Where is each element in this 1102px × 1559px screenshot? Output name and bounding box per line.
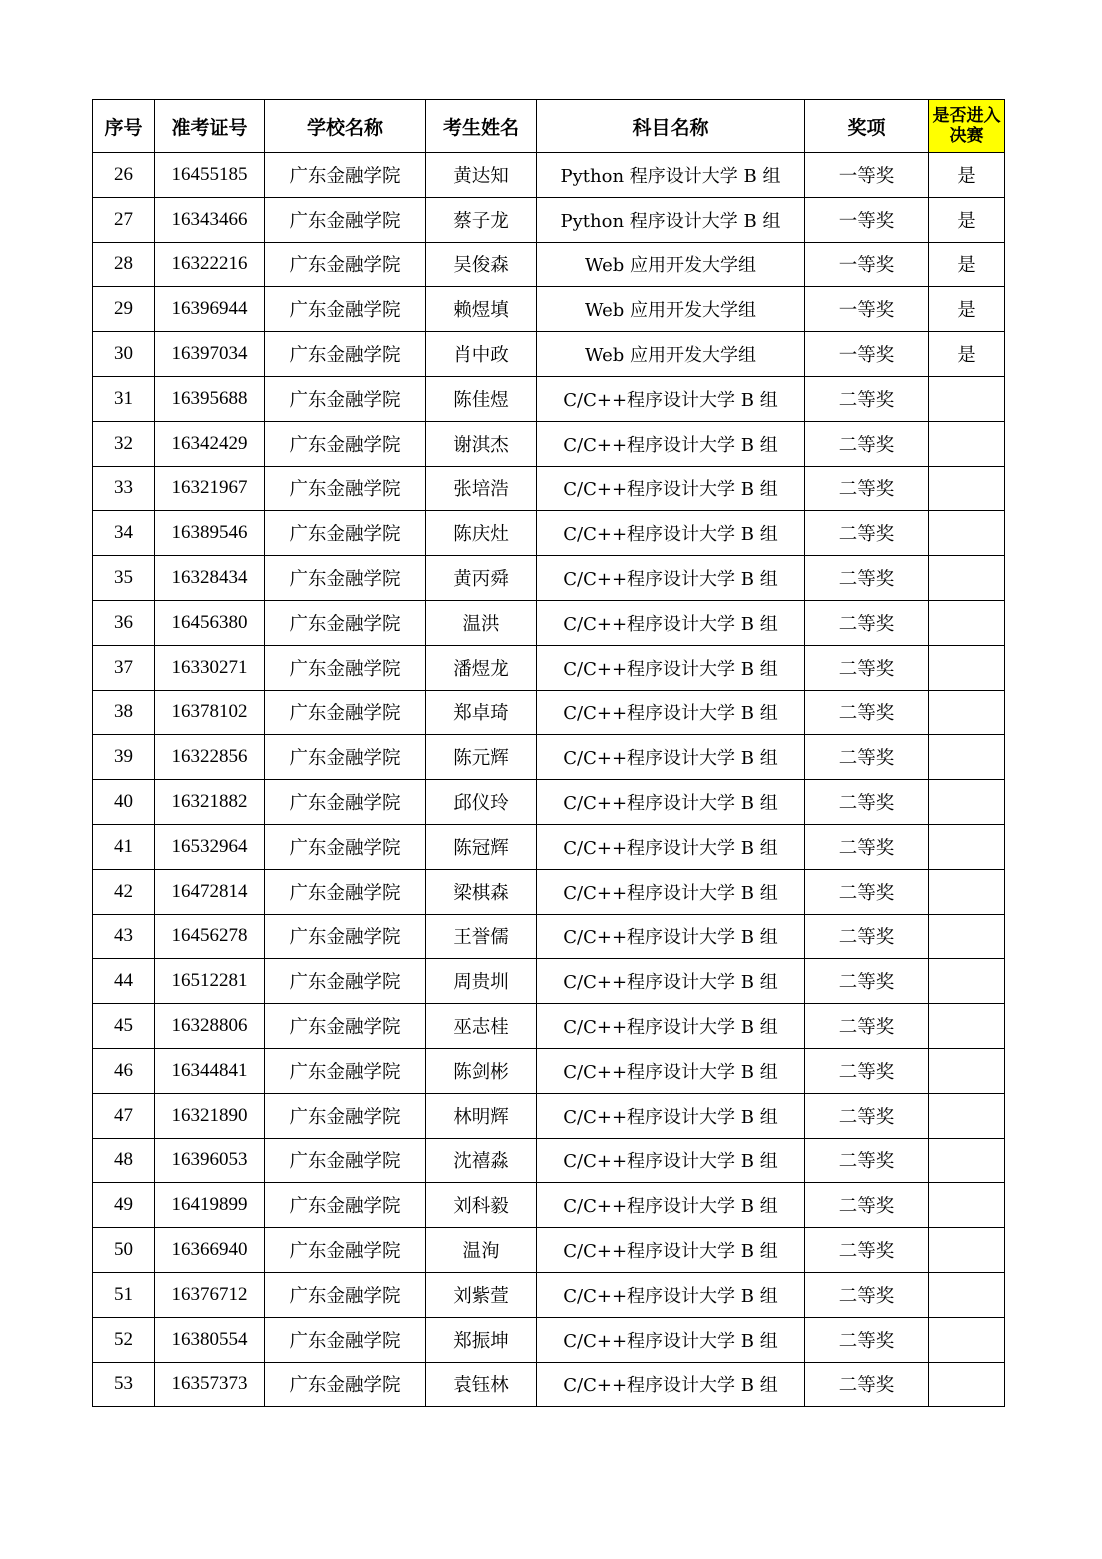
cell-seq: 43 [93, 914, 155, 959]
cell-award: 二等奖 [805, 690, 929, 735]
cell-seq: 31 [93, 376, 155, 421]
cell-award: 二等奖 [805, 1272, 929, 1317]
cell-finals [929, 824, 1005, 869]
cell-seq: 42 [93, 869, 155, 914]
cell-finals [929, 869, 1005, 914]
cell-name: 梁棋森 [426, 869, 537, 914]
cell-finals [929, 959, 1005, 1004]
cell-school: 广东金融学院 [265, 376, 426, 421]
cell-subject: C/C++程序设计大学 B 组 [537, 1228, 805, 1273]
cell-exam-id: 16455185 [155, 153, 265, 198]
cell-name: 郑振坤 [426, 1317, 537, 1362]
cell-school: 广东金融学院 [265, 824, 426, 869]
cell-finals [929, 421, 1005, 466]
cell-school: 广东金融学院 [265, 869, 426, 914]
cell-name: 陈元辉 [426, 735, 537, 780]
cell-name: 赖煜填 [426, 287, 537, 332]
cell-finals [929, 1093, 1005, 1138]
cell-seq: 48 [93, 1138, 155, 1183]
cell-school: 广东金融学院 [265, 1183, 426, 1228]
cell-name: 沈禧淼 [426, 1138, 537, 1183]
table-row [93, 1183, 1005, 1228]
cell-award: 二等奖 [805, 1004, 929, 1049]
table-row [93, 287, 1005, 332]
cell-school: 广东金融学院 [265, 466, 426, 511]
cell-subject: Python 程序设计大学 B 组 [537, 197, 805, 242]
cell-seq: 35 [93, 556, 155, 601]
cell-exam-id: 16343466 [155, 197, 265, 242]
table-row [93, 153, 1005, 198]
cell-finals [929, 600, 1005, 645]
cell-award: 二等奖 [805, 869, 929, 914]
cell-school: 广东金融学院 [265, 1317, 426, 1362]
cell-award: 二等奖 [805, 914, 929, 959]
table-row [93, 197, 1005, 242]
cell-seq: 33 [93, 466, 155, 511]
table-row [93, 1317, 1005, 1362]
award-table [92, 99, 1005, 1407]
cell-seq: 44 [93, 959, 155, 1004]
header-seq: 序号 [93, 100, 155, 153]
cell-award: 二等奖 [805, 1048, 929, 1093]
cell-award: 二等奖 [805, 645, 929, 690]
cell-subject: C/C++程序设计大学 B 组 [537, 959, 805, 1004]
cell-finals [929, 1004, 1005, 1049]
cell-school: 广东金融学院 [265, 287, 426, 332]
table-row [93, 1004, 1005, 1049]
cell-seq: 37 [93, 645, 155, 690]
cell-seq: 38 [93, 690, 155, 735]
cell-seq: 51 [93, 1272, 155, 1317]
cell-name: 张培浩 [426, 466, 537, 511]
cell-school: 广东金融学院 [265, 1228, 426, 1273]
cell-award: 二等奖 [805, 511, 929, 556]
cell-school: 广东金融学院 [265, 690, 426, 735]
cell-subject: C/C++程序设计大学 B 组 [537, 1362, 805, 1407]
cell-exam-id: 16472814 [155, 869, 265, 914]
cell-subject: C/C++程序设计大学 B 组 [537, 1317, 805, 1362]
cell-seq: 41 [93, 824, 155, 869]
cell-award: 二等奖 [805, 1362, 929, 1407]
cell-subject: C/C++程序设计大学 B 组 [537, 466, 805, 511]
cell-name: 吴俊森 [426, 242, 537, 287]
cell-name: 郑卓琦 [426, 690, 537, 735]
cell-name: 黄丙舜 [426, 556, 537, 601]
cell-seq: 45 [93, 1004, 155, 1049]
cell-finals [929, 1183, 1005, 1228]
table-header [93, 100, 1005, 153]
cell-award: 一等奖 [805, 153, 929, 198]
cell-subject: Python 程序设计大学 B 组 [537, 153, 805, 198]
cell-award: 二等奖 [805, 556, 929, 601]
cell-finals [929, 780, 1005, 825]
cell-award: 一等奖 [805, 287, 929, 332]
table-row [93, 1362, 1005, 1407]
table-row [93, 1228, 1005, 1273]
cell-seq: 46 [93, 1048, 155, 1093]
cell-seq: 26 [93, 153, 155, 198]
cell-subject: C/C++程序设计大学 B 组 [537, 1183, 805, 1228]
cell-name: 林明辉 [426, 1093, 537, 1138]
cell-seq: 32 [93, 421, 155, 466]
cell-seq: 28 [93, 242, 155, 287]
table-row [93, 556, 1005, 601]
cell-finals [929, 1272, 1005, 1317]
cell-school: 广东金融学院 [265, 645, 426, 690]
cell-school: 广东金融学院 [265, 1272, 426, 1317]
cell-seq: 47 [93, 1093, 155, 1138]
cell-school: 广东金融学院 [265, 914, 426, 959]
cell-exam-id: 16376712 [155, 1272, 265, 1317]
table-row [93, 511, 1005, 556]
cell-finals [929, 1138, 1005, 1183]
cell-subject: C/C++程序设计大学 B 组 [537, 1138, 805, 1183]
cell-school: 广东金融学院 [265, 1362, 426, 1407]
cell-school: 广东金融学院 [265, 959, 426, 1004]
cell-award: 二等奖 [805, 1138, 929, 1183]
cell-award: 一等奖 [805, 197, 929, 242]
cell-exam-id: 16456380 [155, 600, 265, 645]
cell-exam-id: 16342429 [155, 421, 265, 466]
cell-finals: 是 [929, 332, 1005, 377]
cell-award: 二等奖 [805, 780, 929, 825]
cell-school: 广东金融学院 [265, 153, 426, 198]
cell-finals [929, 1317, 1005, 1362]
table-body [93, 153, 1005, 1407]
cell-finals [929, 376, 1005, 421]
cell-finals [929, 690, 1005, 735]
cell-exam-id: 16395688 [155, 376, 265, 421]
cell-seq: 52 [93, 1317, 155, 1362]
cell-subject: C/C++程序设计大学 B 组 [537, 1093, 805, 1138]
cell-exam-id: 16330271 [155, 645, 265, 690]
cell-subject: C/C++程序设计大学 B 组 [537, 600, 805, 645]
table-row [93, 1272, 1005, 1317]
cell-school: 广东金融学院 [265, 511, 426, 556]
cell-award: 二等奖 [805, 1228, 929, 1273]
header-subject: 科目名称 [537, 100, 805, 153]
cell-finals [929, 556, 1005, 601]
cell-subject: Web 应用开发大学组 [537, 287, 805, 332]
cell-exam-id: 16321890 [155, 1093, 265, 1138]
cell-finals: 是 [929, 287, 1005, 332]
cell-subject: C/C++程序设计大学 B 组 [537, 645, 805, 690]
cell-exam-id: 16532964 [155, 824, 265, 869]
cell-name: 温洪 [426, 600, 537, 645]
cell-award: 二等奖 [805, 600, 929, 645]
cell-name: 肖中政 [426, 332, 537, 377]
cell-name: 刘科毅 [426, 1183, 537, 1228]
header-exam-id: 准考证号 [155, 100, 265, 153]
cell-seq: 27 [93, 197, 155, 242]
cell-school: 广东金融学院 [265, 197, 426, 242]
cell-name: 陈佳煜 [426, 376, 537, 421]
cell-exam-id: 16380554 [155, 1317, 265, 1362]
cell-exam-id: 16419899 [155, 1183, 265, 1228]
cell-subject: Web 应用开发大学组 [537, 242, 805, 287]
cell-school: 广东金融学院 [265, 332, 426, 377]
cell-exam-id: 16378102 [155, 690, 265, 735]
cell-award: 一等奖 [805, 332, 929, 377]
cell-exam-id: 16322856 [155, 735, 265, 780]
cell-seq: 30 [93, 332, 155, 377]
cell-exam-id: 16456278 [155, 914, 265, 959]
cell-exam-id: 16396053 [155, 1138, 265, 1183]
cell-award: 二等奖 [805, 1093, 929, 1138]
cell-award: 二等奖 [805, 1183, 929, 1228]
cell-name: 陈庆灶 [426, 511, 537, 556]
cell-school: 广东金融学院 [265, 780, 426, 825]
header-name: 考生姓名 [426, 100, 537, 153]
cell-exam-id: 16344841 [155, 1048, 265, 1093]
cell-finals [929, 1048, 1005, 1093]
cell-exam-id: 16389546 [155, 511, 265, 556]
cell-exam-id: 16512281 [155, 959, 265, 1004]
table-row [93, 421, 1005, 466]
cell-school: 广东金融学院 [265, 1093, 426, 1138]
cell-finals [929, 1228, 1005, 1273]
cell-exam-id: 16321967 [155, 466, 265, 511]
cell-award: 二等奖 [805, 824, 929, 869]
cell-school: 广东金融学院 [265, 1048, 426, 1093]
cell-subject: C/C++程序设计大学 B 组 [537, 869, 805, 914]
header-award: 奖项 [805, 100, 929, 153]
cell-name: 陈剑彬 [426, 1048, 537, 1093]
cell-finals [929, 1362, 1005, 1407]
cell-school: 广东金融学院 [265, 1138, 426, 1183]
cell-award: 二等奖 [805, 376, 929, 421]
cell-exam-id: 16396944 [155, 287, 265, 332]
table-row [93, 914, 1005, 959]
cell-school: 广东金融学院 [265, 1004, 426, 1049]
cell-subject: C/C++程序设计大学 B 组 [537, 735, 805, 780]
cell-name: 王誉儒 [426, 914, 537, 959]
cell-subject: C/C++程序设计大学 B 组 [537, 780, 805, 825]
cell-seq: 49 [93, 1183, 155, 1228]
cell-seq: 39 [93, 735, 155, 780]
cell-name: 潘煜龙 [426, 645, 537, 690]
cell-finals: 是 [929, 242, 1005, 287]
cell-subject: C/C++程序设计大学 B 组 [537, 556, 805, 601]
table-row [93, 466, 1005, 511]
cell-subject: Web 应用开发大学组 [537, 332, 805, 377]
cell-name: 刘紫萱 [426, 1272, 537, 1317]
cell-name: 周贵圳 [426, 959, 537, 1004]
cell-seq: 36 [93, 600, 155, 645]
cell-subject: C/C++程序设计大学 B 组 [537, 914, 805, 959]
cell-name: 巫志桂 [426, 1004, 537, 1049]
cell-subject: C/C++程序设计大学 B 组 [537, 1272, 805, 1317]
cell-name: 蔡子龙 [426, 197, 537, 242]
cell-exam-id: 16328806 [155, 1004, 265, 1049]
cell-subject: C/C++程序设计大学 B 组 [537, 511, 805, 556]
table-row [93, 1048, 1005, 1093]
cell-subject: C/C++程序设计大学 B 组 [537, 1048, 805, 1093]
cell-school: 广东金融学院 [265, 556, 426, 601]
cell-seq: 53 [93, 1362, 155, 1407]
cell-exam-id: 16328434 [155, 556, 265, 601]
cell-subject: C/C++程序设计大学 B 组 [537, 421, 805, 466]
cell-finals [929, 735, 1005, 780]
cell-finals: 是 [929, 197, 1005, 242]
cell-seq: 50 [93, 1228, 155, 1273]
cell-award: 二等奖 [805, 421, 929, 466]
cell-name: 陈冠辉 [426, 824, 537, 869]
cell-finals [929, 645, 1005, 690]
cell-school: 广东金融学院 [265, 421, 426, 466]
table-row [93, 735, 1005, 780]
table-row [93, 780, 1005, 825]
table-row [93, 332, 1005, 377]
cell-seq: 29 [93, 287, 155, 332]
cell-name: 温洵 [426, 1228, 537, 1273]
cell-exam-id: 16397034 [155, 332, 265, 377]
cell-exam-id: 16357373 [155, 1362, 265, 1407]
cell-school: 广东金融学院 [265, 242, 426, 287]
table-row [93, 1093, 1005, 1138]
cell-exam-id: 16366940 [155, 1228, 265, 1273]
cell-subject: C/C++程序设计大学 B 组 [537, 690, 805, 735]
cell-finals: 是 [929, 153, 1005, 198]
table-row [93, 645, 1005, 690]
table-row [93, 376, 1005, 421]
cell-seq: 34 [93, 511, 155, 556]
table-row [93, 959, 1005, 1004]
cell-award: 一等奖 [805, 242, 929, 287]
header-finals: 是否进入决赛 [929, 100, 1005, 153]
table-row [93, 242, 1005, 287]
table-row [93, 600, 1005, 645]
cell-school: 广东金融学院 [265, 600, 426, 645]
table-row [93, 1138, 1005, 1183]
cell-subject: C/C++程序设计大学 B 组 [537, 376, 805, 421]
cell-seq: 40 [93, 780, 155, 825]
cell-finals [929, 511, 1005, 556]
cell-award: 二等奖 [805, 466, 929, 511]
cell-name: 谢淇杰 [426, 421, 537, 466]
cell-finals [929, 466, 1005, 511]
cell-subject: C/C++程序设计大学 B 组 [537, 824, 805, 869]
cell-name: 黄达知 [426, 153, 537, 198]
cell-exam-id: 16321882 [155, 780, 265, 825]
cell-subject: C/C++程序设计大学 B 组 [537, 1004, 805, 1049]
cell-finals [929, 914, 1005, 959]
cell-award: 二等奖 [805, 959, 929, 1004]
cell-exam-id: 16322216 [155, 242, 265, 287]
cell-award: 二等奖 [805, 735, 929, 780]
cell-name: 邱仪玲 [426, 780, 537, 825]
cell-award: 二等奖 [805, 1317, 929, 1362]
table-row [93, 869, 1005, 914]
table-row [93, 690, 1005, 735]
table-row [93, 824, 1005, 869]
header-school: 学校名称 [265, 100, 426, 153]
cell-name: 袁钰林 [426, 1362, 537, 1407]
cell-school: 广东金融学院 [265, 735, 426, 780]
header-row [93, 100, 1005, 153]
